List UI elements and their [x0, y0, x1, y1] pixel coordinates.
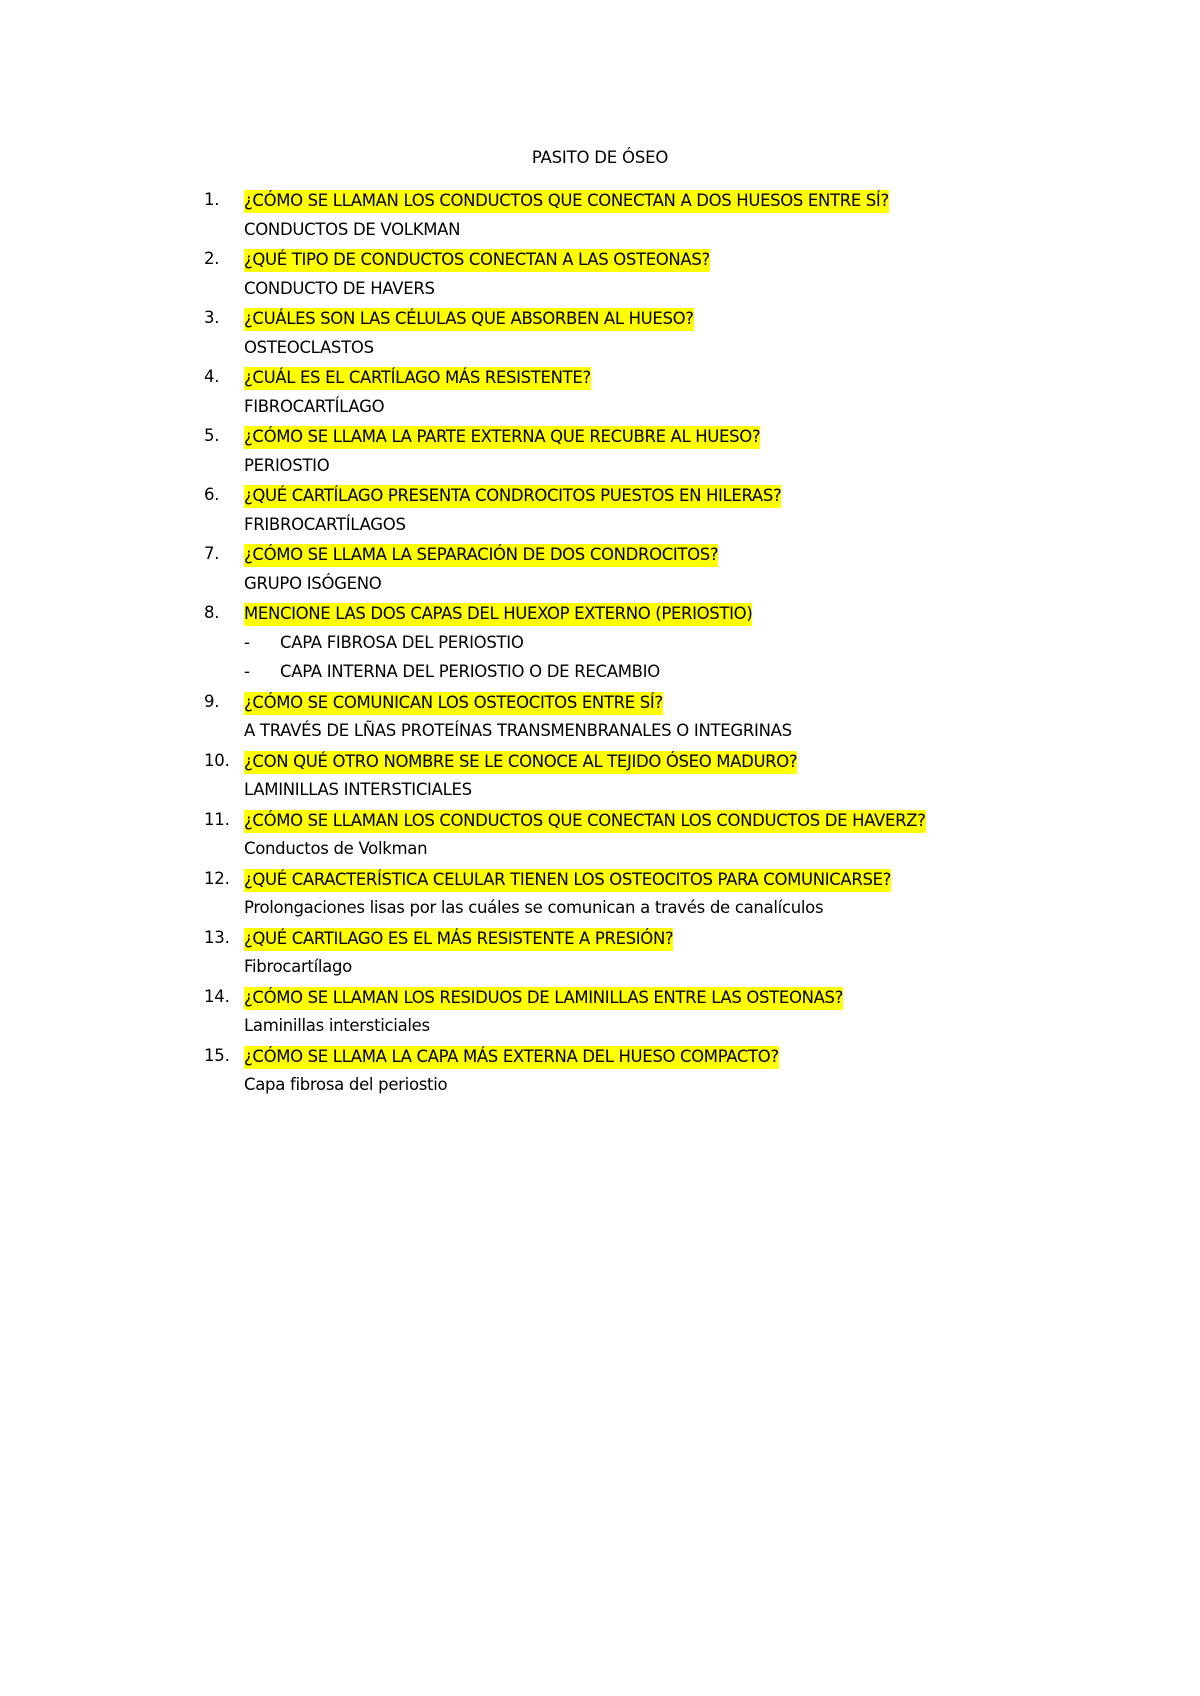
- question-number: 5.: [204, 426, 220, 445]
- question-number: 15.: [204, 1045, 230, 1065]
- question-row: [204, 190, 1104, 220]
- question-text: ¿CÓMO SE LLAMA LA CAPA MÁS EXTERNA DEL HUESO COMPACTO?: [244, 1046, 779, 1069]
- question-text: ¿CÓMO SE COMUNICAN LOS OSTEOCITOS ENTRE SÍ?: [244, 692, 663, 715]
- list-item: [204, 692, 1104, 751]
- question-row: [204, 987, 1104, 1017]
- question-number: 14.: [204, 986, 230, 1006]
- question-number: 4.: [204, 367, 220, 386]
- question-text: ¿CUÁL ES EL CARTÍLAGO MÁS RESISTENTE?: [244, 367, 591, 390]
- question-text: ¿QUÉ CARACTERÍSTICA CELULAR TIENEN LOS OSTEOCITOS PARA COMUNICARSE?: [244, 869, 891, 892]
- list-item: [204, 987, 1104, 1046]
- question-row: [204, 485, 1104, 515]
- answer-text: CONDUCTOS DE VOLKMAN: [244, 219, 461, 239]
- list-item: [204, 544, 1104, 603]
- answer-text: Conductos de Volkman: [244, 839, 428, 858]
- question-row: [204, 928, 1104, 958]
- question-row: [204, 249, 1104, 279]
- bullet-list: [204, 633, 1104, 692]
- list-item: [204, 810, 1104, 869]
- question-text: ¿CÓMO SE LLAMAN LOS CONDUCTOS QUE CONECTAN A DOS HUESOS ENTRE SÍ?: [244, 190, 889, 213]
- bullet-text: CAPA FIBROSA DEL PERIOSTIO: [280, 632, 524, 652]
- question-text: ¿CUÁLES SON LAS CÉLULAS QUE ABSORBEN AL HUESO?: [244, 308, 694, 331]
- bullet-marker: -: [244, 632, 250, 652]
- list-item: [204, 426, 1104, 485]
- answer-text: LAMINILLAS INTERSTICIALES: [244, 780, 472, 799]
- list-item: [204, 190, 1104, 249]
- question-text: ¿CÓMO SE LLAMAN LOS CONDUCTOS QUE CONECTAN LOS CONDUCTOS DE HAVERZ?: [244, 810, 926, 833]
- bullet-marker: -: [244, 662, 250, 681]
- question-row: [204, 869, 1104, 899]
- question-row: [204, 603, 1104, 633]
- list-item: [204, 869, 1104, 928]
- question-number: 1.: [204, 190, 220, 209]
- answer-text: Fibrocartílago: [244, 957, 352, 976]
- question-row: [204, 308, 1104, 338]
- answer-text: GRUPO ISÓGENO: [244, 573, 382, 593]
- question-number: 13.: [204, 927, 230, 947]
- list-item: [204, 751, 1104, 810]
- answer-text: CONDUCTO DE HAVERS: [244, 278, 435, 298]
- answer-text: OSTEOCLASTOS: [244, 337, 374, 357]
- answer-text: PERIOSTIO: [244, 455, 330, 475]
- list-item: [204, 1046, 1104, 1105]
- question-text: ¿QUÉ TIPO DE CONDUCTOS CONECTAN A LAS OSTEONAS?: [244, 249, 710, 272]
- question-number: 3.: [204, 308, 220, 327]
- question-number: 7.: [204, 544, 220, 563]
- question-number: 11.: [204, 809, 230, 829]
- question-row: [204, 426, 1104, 456]
- question-text: MENCIONE LAS DOS CAPAS DEL HUEXOP EXTERNO (PERIOSTIO): [244, 603, 752, 626]
- list-item: [204, 485, 1104, 544]
- question-row: [204, 751, 1104, 781]
- bullet-text: CAPA INTERNA DEL PERIOSTIO O DE RECAMBIO: [280, 662, 660, 681]
- page-title: PASITO DE ÓSEO: [531, 148, 669, 167]
- question-row: [204, 1046, 1104, 1076]
- list-item: [204, 928, 1104, 987]
- question-row: [204, 692, 1104, 722]
- question-number: 6.: [204, 485, 220, 504]
- question-text: ¿CÓMO SE LLAMA LA SEPARACIÓN DE DOS CONDROCITOS?: [244, 544, 718, 567]
- question-text: ¿QUÉ CARTÍLAGO PRESENTA CONDROCITOS PUESTOS EN HILERAS?: [244, 485, 781, 508]
- bullet-item: [244, 662, 1104, 692]
- question-list: [204, 190, 1104, 1105]
- question-number: 12.: [204, 868, 230, 888]
- list-item: [204, 603, 1104, 692]
- list-item: [204, 367, 1104, 426]
- question-text: ¿QUÉ CARTILAGO ES EL MÁS RESISTENTE A PRESIÓN?: [244, 928, 673, 951]
- answer-text: A TRAVÉS DE LÑAS PROTEÍNAS TRANSMENBRANALES O INTEGRINAS: [244, 721, 792, 740]
- question-number: 8.: [204, 603, 220, 622]
- question-number: 2.: [204, 249, 220, 268]
- list-item: [204, 308, 1104, 367]
- bullet-item: [244, 633, 1104, 663]
- question-text: ¿CON QUÉ OTRO NOMBRE SE LE CONOCE AL TEJIDO ÓSEO MADURO?: [244, 751, 797, 774]
- answer-text: Laminillas intersticiales: [244, 1016, 430, 1035]
- question-number: 10.: [204, 750, 230, 770]
- question-row: [204, 544, 1104, 574]
- answer-text: Capa fibrosa del periostio: [244, 1075, 448, 1094]
- answer-text: FIBROCARTÍLAGO: [244, 396, 385, 416]
- question-row: [204, 367, 1104, 397]
- list-item: [204, 249, 1104, 308]
- answer-text: FRIBROCARTÍLAGOS: [244, 514, 406, 534]
- question-number: 9.: [204, 691, 220, 711]
- question-text: ¿CÓMO SE LLAMAN LOS RESIDUOS DE LAMINILLAS ENTRE LAS OSTEONAS?: [244, 987, 843, 1010]
- answer-text: Prolongaciones lisas por las cuáles se comunican a través de canalículos: [244, 898, 824, 917]
- question-text: ¿CÓMO SE LLAMA LA PARTE EXTERNA QUE RECUBRE AL HUESO?: [244, 426, 760, 449]
- question-row: [204, 810, 1104, 840]
